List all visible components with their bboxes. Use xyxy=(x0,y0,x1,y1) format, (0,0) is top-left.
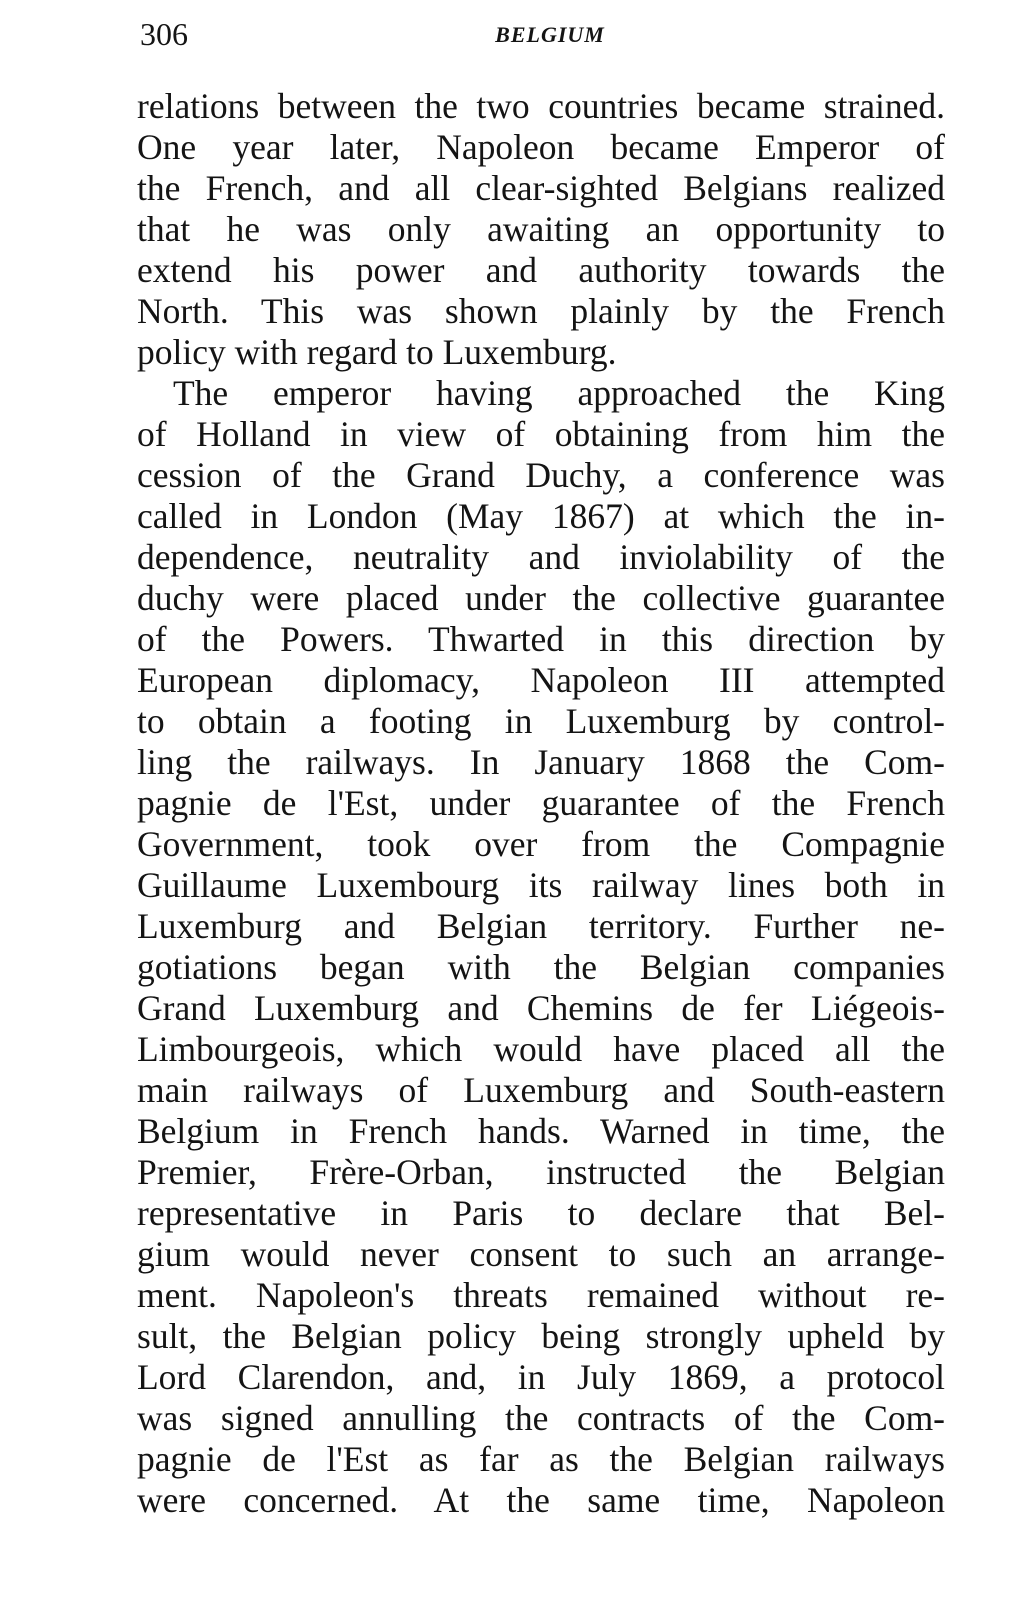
text-line: that he was only awaiting an opportunity to xyxy=(137,209,945,249)
text-line: relations between the two countries became strained. xyxy=(137,86,945,126)
text-line: Premier, Frère-Orban, instructed the Belgian xyxy=(137,1152,945,1192)
paragraph-start-line: The emperor having approached the King xyxy=(173,373,945,413)
text-line: Grand Luxemburg and Chemins de fer Liégeois- xyxy=(137,988,945,1028)
running-title: BELGIUM xyxy=(495,22,605,47)
text-line: Luxemburg and Belgian territory. Further ne- xyxy=(137,906,945,946)
text-line: of Holland in view of obtaining from him the xyxy=(137,414,945,454)
text-line: was signed annulling the contracts of the Com- xyxy=(137,1398,945,1438)
text-line: Guillaume Luxembourg its railway lines both in xyxy=(137,865,945,905)
text-line: pagnie de l'Est as far as the Belgian railways xyxy=(137,1439,945,1479)
text-line: Lord Clarendon, and, in July 1869, a protocol xyxy=(137,1357,945,1397)
text-line: representative in Paris to declare that Bel- xyxy=(137,1193,945,1233)
text-line: Limbourgeois, which would have placed all the xyxy=(137,1029,945,1069)
text-line: gotiations began with the Belgian companies xyxy=(137,947,945,987)
text-line: to obtain a footing in Luxemburg by control- xyxy=(137,701,945,741)
text-line: gium would never consent to such an arrange- xyxy=(137,1234,945,1274)
text-line: ling the railways. In January 1868 the Com- xyxy=(137,742,945,782)
text-line: European diplomacy, Napoleon III attempted xyxy=(137,660,945,700)
text-line: called in London (May 1867) at which the in- xyxy=(137,496,945,536)
text-line: ment. Napoleon's threats remained without re- xyxy=(137,1275,945,1315)
text-line: North. This was shown plainly by the French xyxy=(137,291,945,331)
text-line: the French, and all clear-sighted Belgians realized xyxy=(137,168,945,208)
text-line: Government, took over from the Compagnie xyxy=(137,824,945,864)
paragraph-end-line: policy with regard to Luxemburg. xyxy=(137,332,617,372)
text-line: One year later, Napoleon became Emperor of xyxy=(137,127,945,167)
body-text xyxy=(137,86,945,1521)
text-line: duchy were placed under the collective guarantee xyxy=(137,578,945,618)
text-line: of the Powers. Thwarted in this direction by xyxy=(137,619,945,659)
text-line: cession of the Grand Duchy, a conference was xyxy=(137,455,945,495)
text-line: main railways of Luxemburg and South-eastern xyxy=(137,1070,945,1110)
text-line: Belgium in French hands. Warned in time, the xyxy=(137,1111,945,1151)
text-line: sult, the Belgian policy being strongly upheld by xyxy=(137,1316,945,1356)
text-line: pagnie de l'Est, under guarantee of the French xyxy=(137,783,945,823)
page-header xyxy=(140,14,950,58)
text-line: were concerned. At the same time, Napoleon xyxy=(137,1480,945,1520)
page-number: 306 xyxy=(140,16,188,52)
text-line: extend his power and authority towards the xyxy=(137,250,945,290)
text-line: dependence, neutrality and inviolability of the xyxy=(137,537,945,577)
